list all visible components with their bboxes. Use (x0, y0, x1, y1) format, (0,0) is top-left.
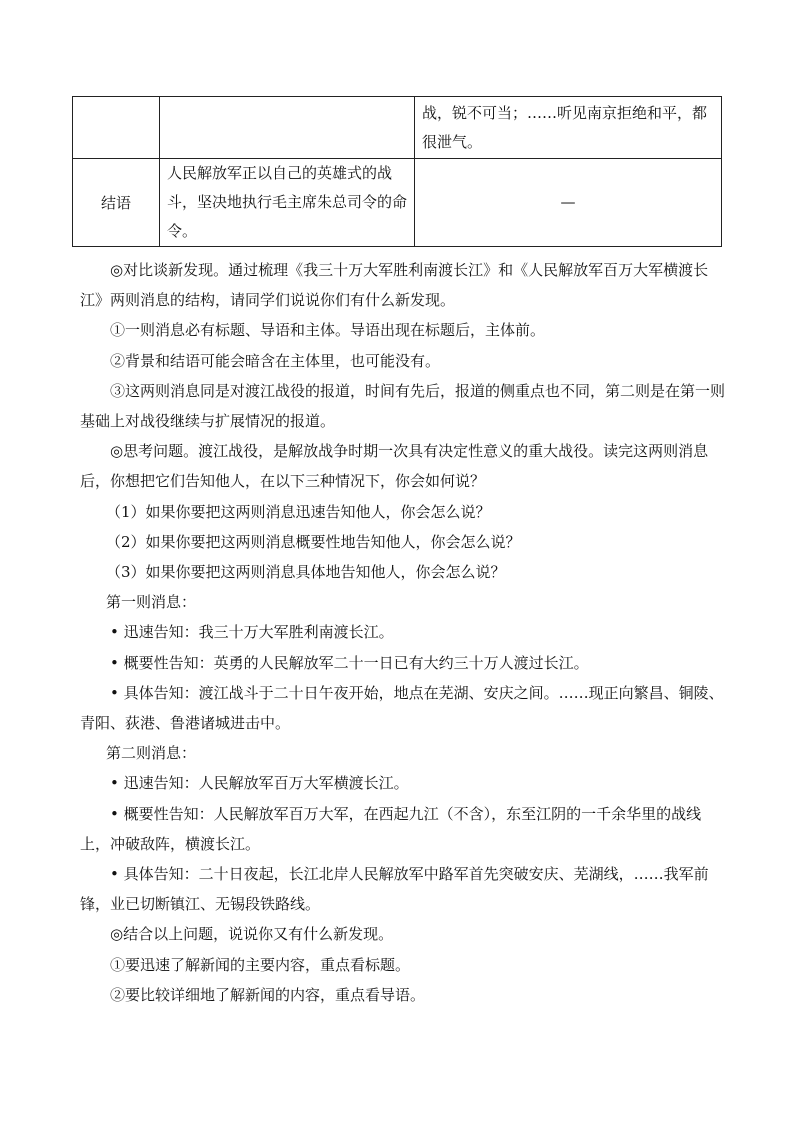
table-cell (160, 97, 415, 159)
bullet-item: • 迅速告知：人民解放军百万大军横渡长江。 (110, 774, 409, 793)
bullet-item: • 概要性告知：英勇的人民解放军二十一日已有大约三十万人渡过长江。 (110, 653, 589, 672)
table-cell: — (415, 159, 722, 247)
document-body (80, 255, 725, 1010)
paragraph: ◎思考问题。渡江战役，是解放战争时期一次具有决定性意义的重大战役。读完这两则消息后，你想把它们告知他人，在以下三种情况下，你会如何说？ (80, 442, 709, 491)
bullet-item: • 具体告知：二十日夜起，长江北岸人民解放军中路军首先突破安庆、芜湖线，……我军前锋，业已切断镇江、无锡段铁路线。 (80, 865, 709, 914)
paragraph: ②背景和结语可能会暗含在主体里，也可能没有。 (110, 351, 441, 370)
question-item: （2）如果你要把这两则消息概要性地告知他人，你会怎么说？ (106, 532, 521, 551)
paragraph: ◎对比谈新发现。通过梳理《我三十万大军胜利南渡长江》和《人民解放军百万大军横渡长江》两则消息的结构，请同学们说说你们有什么新发现。 (80, 261, 709, 310)
table-row (73, 159, 722, 247)
table-cell: 人民解放军正以自己的英雄式的战斗，坚决地执行毛主席朱总司令的命令。 (160, 159, 415, 247)
question-item: （3）如果你要把这两则消息具体地告知他人，你会怎么说？ (106, 563, 506, 582)
paragraph: ①一则消息必有标题、导语和主体。导语出现在标题后，主体前。 (110, 321, 546, 340)
table-cell-label: 结语 (73, 159, 160, 247)
paragraph: ②要比较详细地了解新闻的内容，重点看导语。 (110, 985, 426, 1004)
bullet-item: • 迅速告知：我三十万大军胜利南渡长江。 (110, 623, 394, 642)
bullet-item: • 概要性告知：人民解放军百万大军，在西起九江（不含），东至江阴的一千余华里的战线上，冲破敌阵，横渡长江。 (80, 804, 702, 853)
table-cell: 战，锐不可当；……听见南京拒绝和平，都很泄气。 (415, 97, 722, 159)
table-cell-label (73, 97, 160, 159)
paragraph: ①要迅速了解新闻的主要内容，重点看标题。 (110, 955, 411, 974)
paragraph: ③这两则消息同是对渡江战役的报道，时间有先后，报道的侧重点也不同，第二则是在第一则基础上对战役继续与扩展情况的报道。 (80, 381, 726, 431)
table-row (73, 97, 722, 159)
subheading: 第一则消息： (106, 593, 197, 612)
structure-table (72, 96, 722, 247)
question-item: （1）如果你要把这两则消息迅速告知他人，你会怎么说？ (106, 502, 491, 521)
paragraph: ◎结合以上问题，说说你又有什么新发现。 (110, 925, 394, 944)
subheading: 第二则消息： (106, 744, 197, 763)
bullet-item: • 具体告知：渡江战斗于二十日午夜开始，地点在芜湖、安庆之间。……现正向繁昌、铜陵、青阳、荻港、鲁港诸城进击中。 (80, 683, 724, 733)
